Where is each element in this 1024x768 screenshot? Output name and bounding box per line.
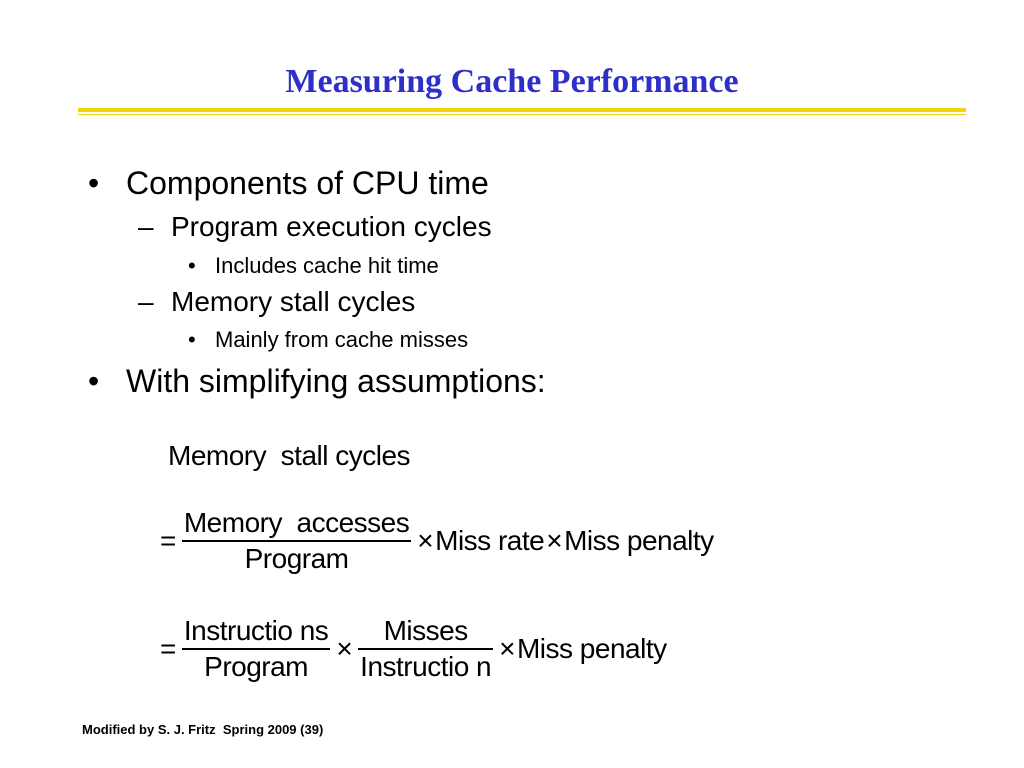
bullet-marker: • [88, 165, 100, 201]
subsubbullet-text: Includes cache hit time [215, 253, 439, 278]
dash-marker: – [138, 286, 154, 317]
fraction-instructions-per-program [182, 614, 330, 684]
fraction-denominator: Program [204, 650, 309, 682]
bullet-text: With simplifying assumptions: [126, 363, 546, 399]
subbullet-program-execution-cycles [138, 210, 492, 244]
fraction-denominator: Instructio n [360, 650, 492, 682]
subbullet-text: Program execution cycles [171, 211, 492, 242]
fraction-denominator: Program [244, 542, 349, 574]
bullet-simplifying-assumptions [88, 362, 546, 400]
fraction-memory-accesses-per-program [182, 506, 411, 576]
term-miss-rate: Miss rate [435, 524, 545, 556]
equation-row-1 [158, 506, 714, 576]
equals-sign: = [160, 632, 176, 664]
times-sign: × [336, 632, 353, 664]
subbullet-text: Memory stall cycles [171, 286, 416, 317]
fraction-misses-per-instruction [358, 614, 493, 684]
fraction-numerator: Instructio ns [183, 615, 329, 646]
dash-marker: – [138, 211, 154, 242]
fraction-numerator: Misses [383, 615, 468, 646]
bullet-text: Components of CPU time [126, 165, 489, 201]
subbullet-memory-stall-cycles [138, 285, 415, 319]
title-rule-thick [78, 108, 966, 112]
fraction-numerator: Memory accesses [183, 507, 410, 538]
term-miss-penalty: Miss penalty [516, 632, 667, 664]
subsubbullet-text: Mainly from cache misses [215, 327, 469, 352]
bullet-components-cpu-time [88, 164, 489, 202]
times-sign: × [417, 524, 434, 556]
subsubbullet-cache-misses [188, 326, 468, 354]
bullet-marker: • [188, 327, 196, 352]
bullet-marker: • [88, 363, 100, 399]
times-sign: × [546, 524, 563, 556]
slide-footer: Modified by S. J. Fritz Spring 2009 (39) [82, 722, 324, 737]
times-sign: × [499, 632, 515, 664]
equation-row-2 [158, 614, 667, 684]
equals-sign: = [160, 524, 176, 556]
bullet-marker: • [188, 253, 196, 278]
equation-lhs: Memory stall cycles [168, 440, 411, 471]
term-miss-penalty: Miss penalty [564, 524, 714, 556]
title-rule-thin [78, 114, 966, 115]
subsubbullet-cache-hit-time [188, 252, 439, 280]
slide-title: Measuring Cache Performance [285, 63, 739, 100]
